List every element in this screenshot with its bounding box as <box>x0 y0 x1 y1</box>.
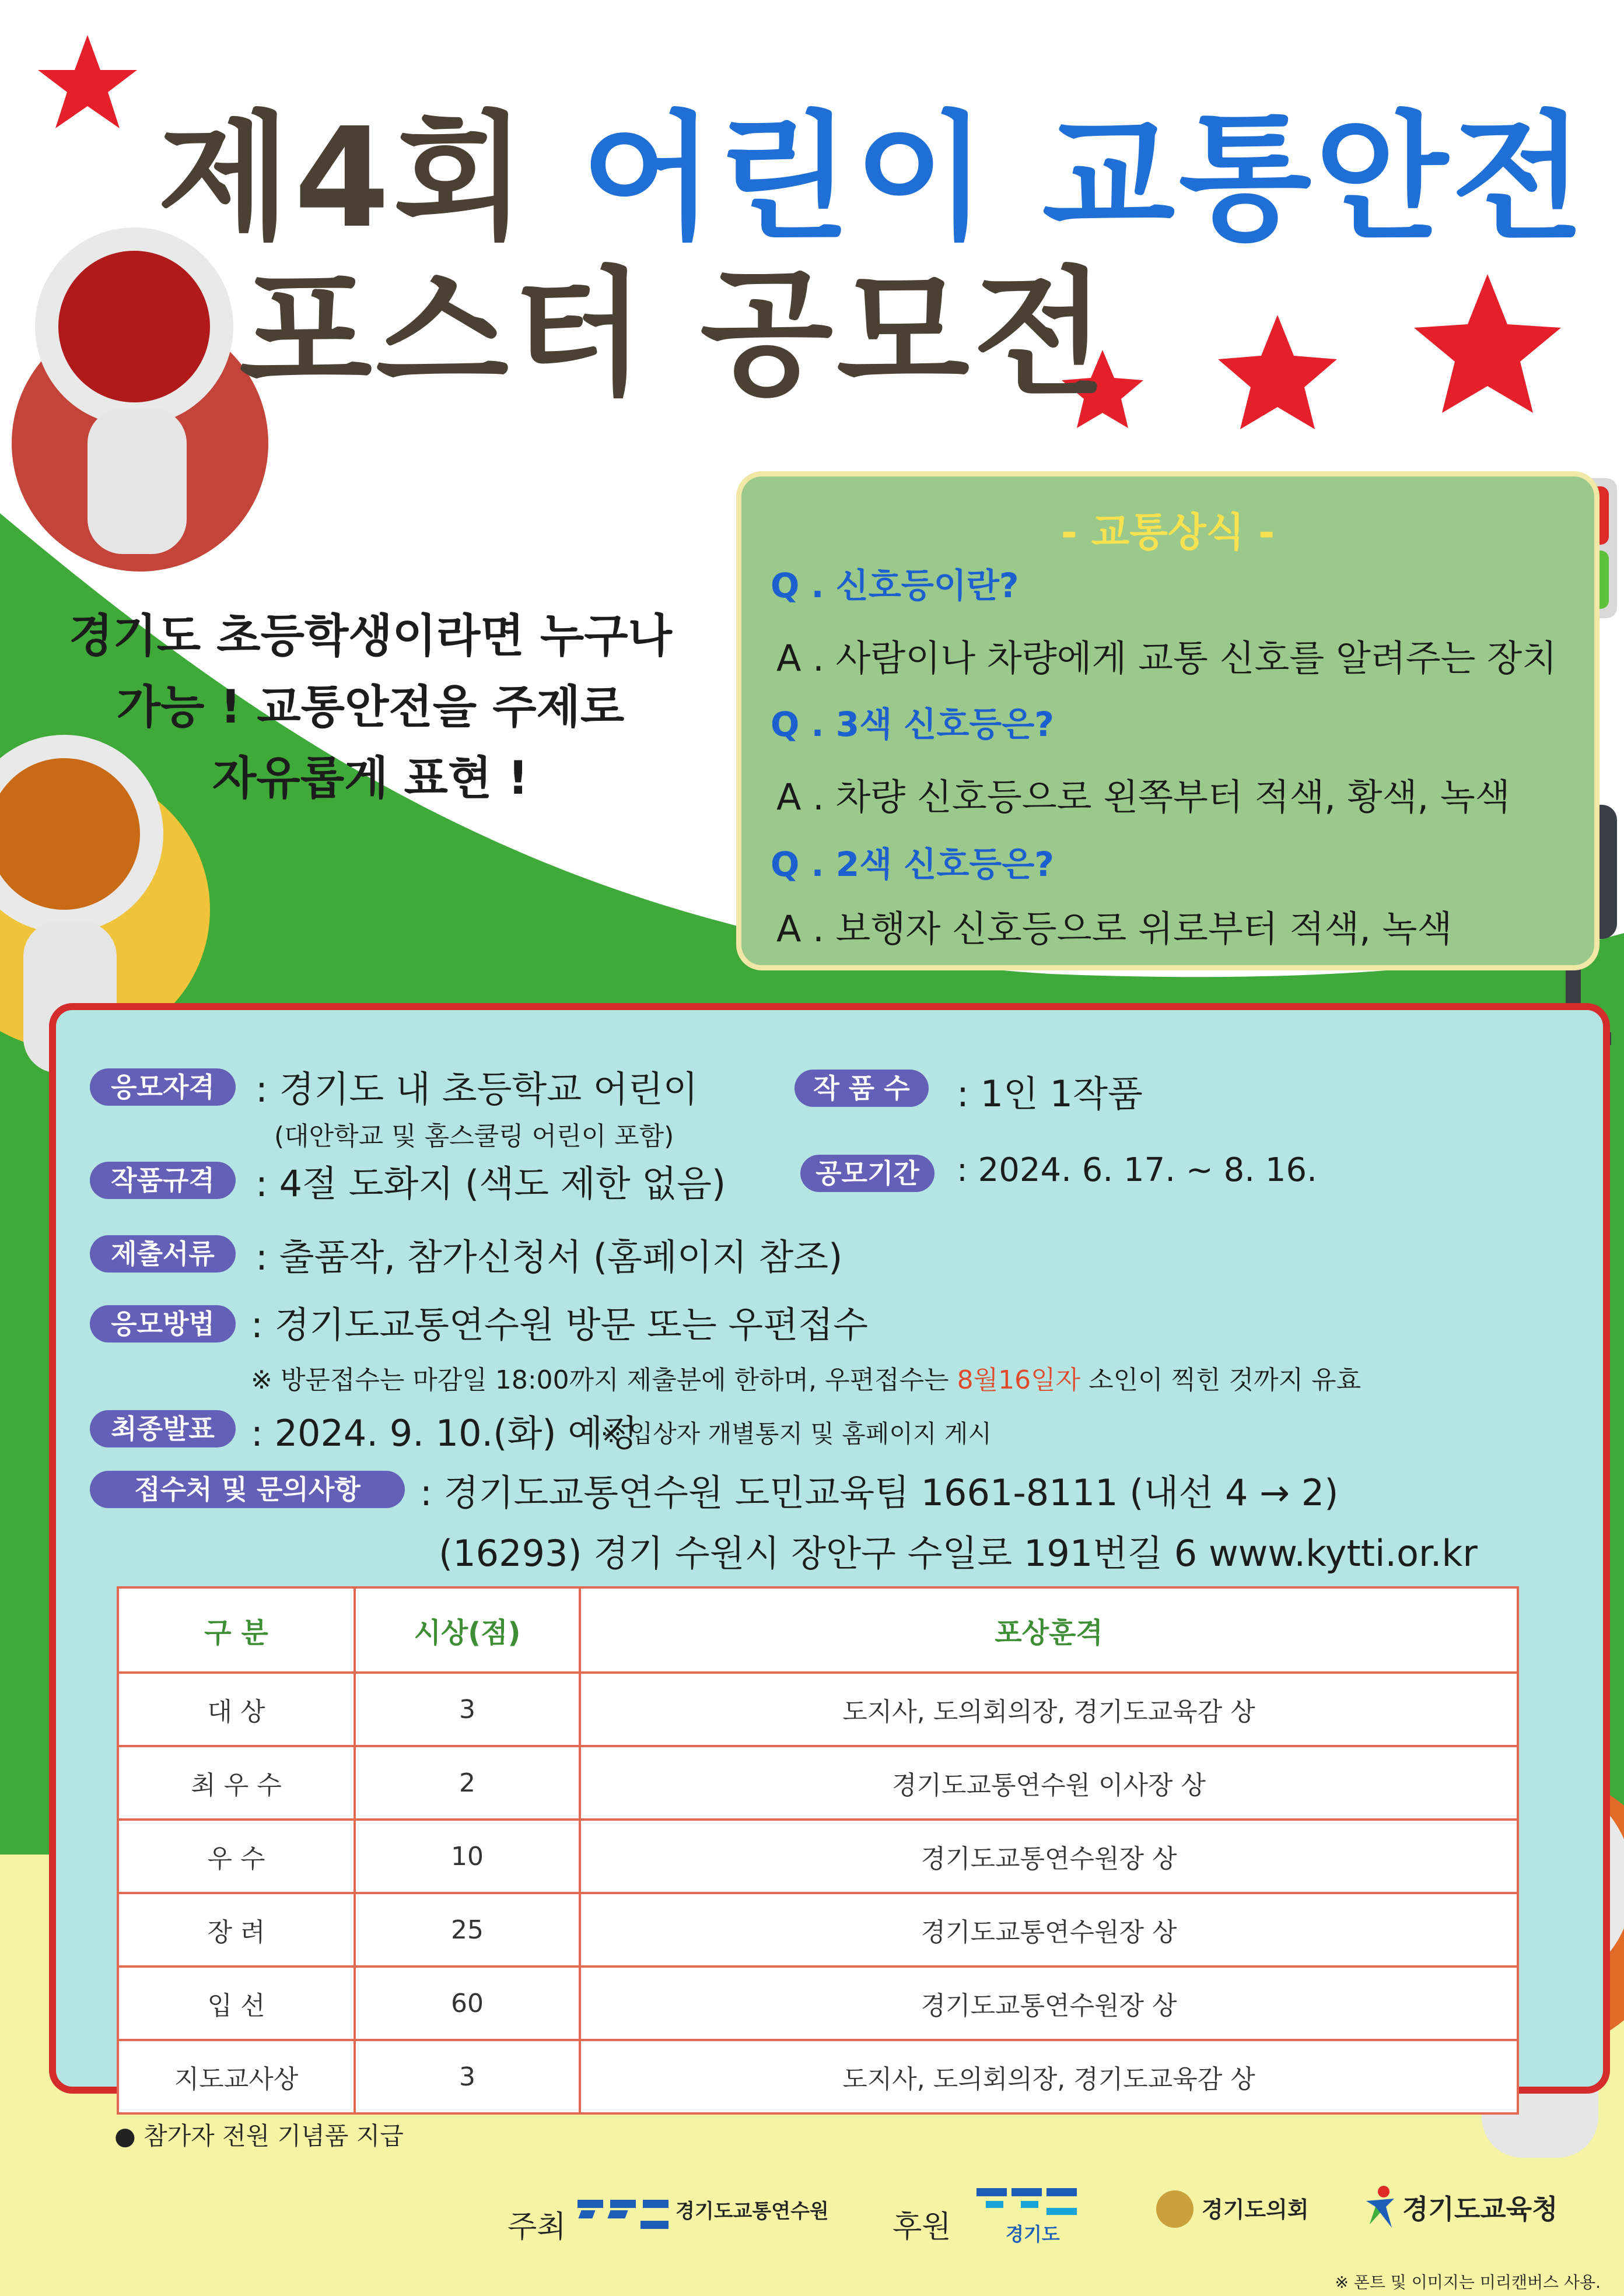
method-note <box>251 1359 1361 1396</box>
page-title-line2: 포스터 공모전 <box>239 254 1110 414</box>
note-text: ※ 방문접수는 마감일 18:00까지 제출분에 한하며, 우편접수는 <box>251 1365 957 1395</box>
intro-line: 가능 ! 교통안전을 주제로 <box>116 681 625 734</box>
contact-label: 접수처 및 문의사항 <box>90 1471 405 1508</box>
quiz-question: Q . 3색 신호등은? <box>771 704 1055 744</box>
title-highlight: 어린이 교통안전 <box>581 98 1588 258</box>
spec-label: 작품규격 <box>90 1162 236 1199</box>
table-row <box>118 1820 1518 1893</box>
table-header: 구 분 <box>118 1587 355 1673</box>
eligibility-label: 응모자격 <box>90 1068 236 1106</box>
quiz-answer: A . 차량 신호등으로 왼쪽부터 적색, 황색, 녹색 <box>776 776 1510 818</box>
contact-address: (16293) 경기 수원시 장안구 수일로 191번길 6 www.kytti.or.kr <box>439 1532 1478 1575</box>
star-icon <box>38 35 137 128</box>
sponsor-label: 후원 <box>892 2210 951 2245</box>
table-cell: 경기도교통연수원장 상 <box>580 1820 1518 1893</box>
docs-label: 제출서류 <box>90 1235 236 1273</box>
result-note: ※ 입상자 개별통지 및 홈페이지 게시 <box>601 1419 992 1448</box>
table-cell: 60 <box>355 1967 580 2040</box>
period-label: 공모기간 <box>800 1155 935 1192</box>
table-cell: 3 <box>355 2040 580 2113</box>
table-cell: 도지사, 도의회의장, 경기도교육감 상 <box>580 1673 1518 1746</box>
table-row <box>118 1746 1518 1820</box>
count-value: : 1인 1작품 <box>957 1072 1143 1115</box>
quiz-title: - 교통상식 - <box>1060 510 1275 556</box>
intro-text <box>35 601 706 814</box>
footnote: ※ 폰트 및 이미지는 미리캔버스 사용. <box>1335 2273 1601 2292</box>
sponsor2-name: 경기도의회 <box>1202 2197 1309 2223</box>
awards-table <box>117 1586 1519 2115</box>
star-icon <box>1218 315 1337 429</box>
table-header: 시상(점) <box>355 1587 580 1673</box>
page-title-line1 <box>158 98 1588 258</box>
sponsor1-name: 경기도 <box>1006 2223 1060 2245</box>
table-row <box>118 1673 1518 1746</box>
host-label: 주최 <box>508 2210 566 2245</box>
table-cell: 장 려 <box>118 1893 355 1967</box>
table-row <box>118 1967 1518 2040</box>
quiz-question: Q . 신호등이란? <box>771 566 1019 605</box>
traffic-quiz-box <box>736 471 1600 970</box>
title-prefix: 제4회 <box>158 98 530 258</box>
eligibility-note: (대안학교 및 홈스쿨링 어린이 포함) <box>274 1121 674 1151</box>
table-cell: 우 수 <box>118 1820 355 1893</box>
table-cell: 경기도교통연수원장 상 <box>580 1967 1518 2040</box>
table-row <box>118 2040 1518 2113</box>
eligibility-value: : 경기도 내 초등학교 어린이 <box>256 1068 698 1110</box>
gift-note-text: 참가자 전원 기념품 지급 <box>144 2122 404 2150</box>
sponsor3-name: 경기도교육청 <box>1402 2193 1558 2225</box>
table-cell: 3 <box>355 1673 580 1746</box>
table-cell: 최 우 수 <box>118 1746 355 1820</box>
deadline-highlight: 8월16일자 <box>957 1365 1081 1395</box>
assembly-seal-icon <box>1156 2190 1194 2228</box>
period-value: : 2024. 6. 17. ~ 8. 16. <box>957 1151 1317 1189</box>
intro-line: 자유롭게 표현 ! <box>212 752 528 805</box>
result-label: 최종발표 <box>90 1410 236 1447</box>
table-cell: 경기도교통연수원 이사장 상 <box>580 1746 1518 1820</box>
note-text: 소인이 찍힌 것까지 유효 <box>1080 1365 1362 1395</box>
gyeonggi-logo-icon <box>974 2185 1085 2220</box>
intro-line: 경기도 초등학생이라면 누구나 <box>69 610 672 662</box>
method-value: : 경기도교통연수원 방문 또는 우편접수 <box>251 1303 868 1346</box>
method-label: 응모방법 <box>90 1305 236 1342</box>
table-cell: 2 <box>355 1746 580 1820</box>
contact-text: 2) <box>1301 1471 1339 1514</box>
table-header: 포상훈격 <box>580 1587 1518 1673</box>
table-cell: 지도교사상 <box>118 2040 355 2113</box>
table-cell: 10 <box>355 1820 580 1893</box>
arrow-icon: → <box>1259 1471 1290 1514</box>
quiz-question: Q . 2색 신호등은? <box>771 844 1055 884</box>
table-cell: 경기도교통연수원장 상 <box>580 1893 1518 1967</box>
table-cell: 입 선 <box>118 1967 355 2040</box>
count-label: 작 품 수 <box>794 1070 929 1107</box>
table-row <box>118 1893 1518 1967</box>
spec-value: : 4절 도화지 (색도 제한 없음) <box>256 1162 726 1205</box>
table-cell: 25 <box>355 1893 580 1967</box>
gift-note: ● 참가자 전원 기념품 지급 <box>114 2122 404 2150</box>
education-office-logo-icon <box>1363 2183 1398 2230</box>
table-cell: 대 상 <box>118 1673 355 1746</box>
docs-value: : 출품작, 참가신청서 (홈페이지 참조) <box>256 1236 843 1278</box>
table-cell: 도지사, 도의회의장, 경기도교육감 상 <box>580 2040 1518 2113</box>
contact-text: : 경기도교통연수원 도민교육팀 1661-8111 (내선 4 <box>420 1471 1248 1514</box>
table-header-row <box>118 1587 1518 1673</box>
kytti-logo-icon <box>578 2195 671 2236</box>
contact-value <box>420 1464 1338 1516</box>
quiz-answer: A . 보행자 신호등으로 위로부터 적색, 녹색 <box>776 907 1452 950</box>
quiz-answer: A . 사람이나 차량에게 교통 신호를 알려주는 장치 <box>776 637 1558 679</box>
star-icon <box>1414 274 1561 413</box>
host-name: 경기도교통연수원 <box>676 2200 829 2223</box>
result-value: : 2024. 9. 10.(화) 예정 <box>251 1412 638 1454</box>
